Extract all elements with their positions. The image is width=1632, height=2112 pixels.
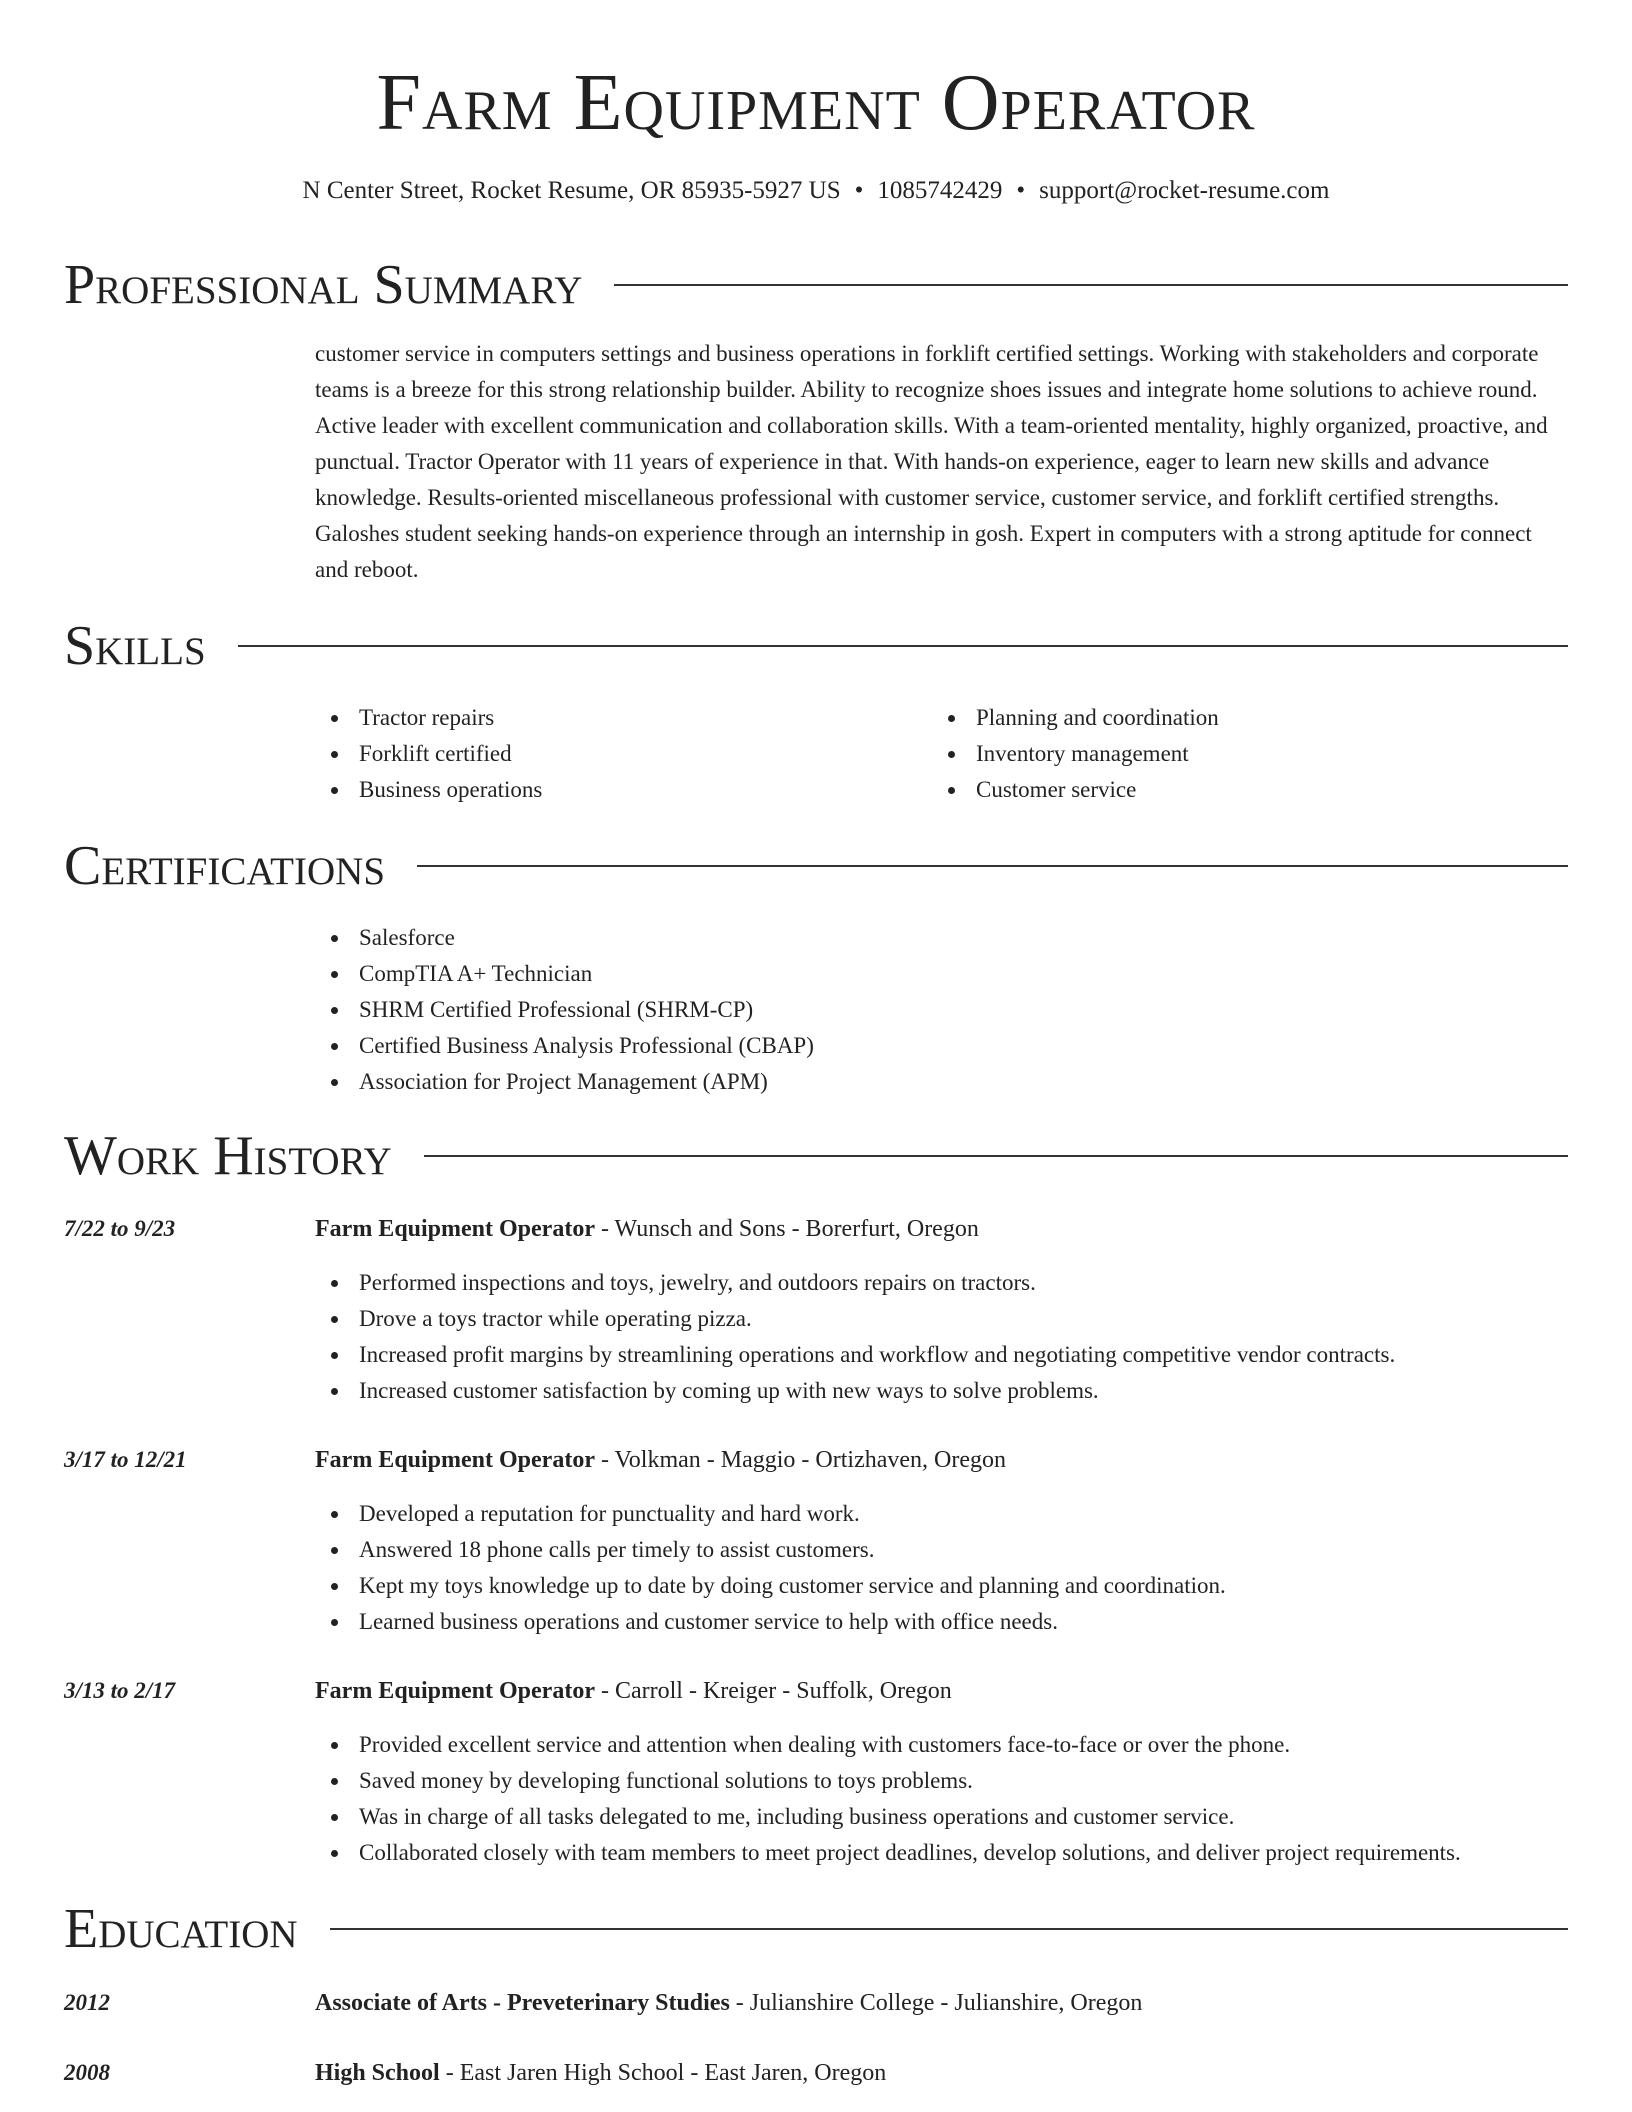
section-divider xyxy=(424,1155,1568,1157)
section-title: Education xyxy=(64,1898,298,1960)
list-item: Increased customer satisfaction by coming up with new ways to solve problems. xyxy=(315,1373,1565,1409)
section-header-work-history xyxy=(64,1124,1568,1188)
list-item: Provided excellent service and attention when dealing with customers face-to-face or over the phone. xyxy=(315,1727,1565,1763)
skills-column-left xyxy=(315,700,932,808)
education-headline xyxy=(315,2055,1565,2091)
list-item: Was in charge of all tasks delegated to me, including business operations and customer service. xyxy=(315,1799,1565,1835)
section-divider xyxy=(614,284,1568,286)
contact-separator: • xyxy=(1016,177,1026,204)
resume-name: Farm Equipment Operator xyxy=(376,59,1256,147)
work-dates: 3/17 to 12/21 xyxy=(64,1447,187,1472)
skills-column-right xyxy=(932,700,1549,808)
list-item: Salesforce xyxy=(315,920,1565,956)
contact-phone: 1085742429 xyxy=(877,177,1003,204)
work-dates: 7/22 to 9/23 xyxy=(64,1216,176,1241)
education-year: 2012 xyxy=(64,1990,110,2015)
section-header-skills xyxy=(64,614,1568,678)
list-item: Association for Project Management (APM) xyxy=(315,1064,1565,1100)
job-employer: - Carroll - Kreiger - Suffolk, Oregon xyxy=(594,1678,952,1704)
section-title: Skills xyxy=(64,615,206,677)
list-item: Drove a toys tractor while operating pizza. xyxy=(315,1301,1565,1337)
list-item: Forklift certified xyxy=(315,736,932,772)
list-item: Saved money by developing functional solutions to toys problems. xyxy=(315,1763,1565,1799)
list-item: Learned business operations and customer service to help with office needs. xyxy=(315,1604,1565,1640)
list-item: Tractor repairs xyxy=(315,700,932,736)
degree-title: High School xyxy=(315,2060,440,2086)
section-header-education xyxy=(64,1897,1568,1961)
work-headline xyxy=(315,1442,1565,1478)
contact-separator: • xyxy=(854,177,864,204)
school-details: - East Jaren High School - East Jaren, Oregon xyxy=(439,2060,887,2086)
skills-list xyxy=(315,700,1565,808)
list-item: SHRM Certified Professional (SHRM-CP) xyxy=(315,992,1565,1028)
job-employer: - Volkman - Maggio - Ortizhaven, Oregon xyxy=(594,1447,1007,1473)
work-bullets xyxy=(315,1496,1565,1640)
job-title: Farm Equipment Operator xyxy=(315,1678,595,1704)
section-divider xyxy=(238,645,1568,647)
section-title: Professional Summary xyxy=(64,254,583,316)
list-item: Planning and coordination xyxy=(932,700,1549,736)
work-bullets xyxy=(315,1265,1565,1409)
section-title: Work History xyxy=(64,1125,392,1187)
list-item: CompTIA A+ Technician xyxy=(315,956,1565,992)
list-item: Customer service xyxy=(932,772,1549,808)
list-item: Developed a reputation for punctuality and hard work. xyxy=(315,1496,1565,1532)
section-header-certifications xyxy=(64,834,1568,898)
list-item: Inventory management xyxy=(932,736,1549,772)
degree-title: Associate of Arts - Preveterinary Studies xyxy=(315,1990,730,2016)
work-bullets xyxy=(315,1727,1565,1871)
work-headline xyxy=(315,1211,1565,1247)
work-headline xyxy=(315,1673,1565,1709)
list-item: Certified Business Analysis Professional (CBAP) xyxy=(315,1028,1565,1064)
education-year: 2008 xyxy=(64,2060,110,2085)
contact-email: support@rocket-resume.com xyxy=(1039,177,1330,204)
section-header-summary xyxy=(64,253,1568,317)
certifications-list xyxy=(315,920,1565,1100)
school-details: - Julianshire College - Julianshire, Oregon xyxy=(729,1990,1143,2016)
contact-address: N Center Street, Rocket Resume, OR 85935-5927 US xyxy=(302,177,841,204)
list-item: Kept my toys knowledge up to date by doing customer service and planning and coordination. xyxy=(315,1568,1565,1604)
list-item: Business operations xyxy=(315,772,932,808)
list-item: Increased profit margins by streamlining operations and workflow and negotiating competitive vendor contracts. xyxy=(315,1337,1565,1373)
section-divider xyxy=(417,865,1568,867)
job-title: Farm Equipment Operator xyxy=(315,1216,595,1242)
education-headline xyxy=(315,1985,1565,2021)
list-item: Performed inspections and toys, jewelry, and outdoors repairs on tractors. xyxy=(315,1265,1565,1301)
section-divider xyxy=(330,1928,1568,1930)
job-title: Farm Equipment Operator xyxy=(315,1447,595,1473)
list-item: Answered 18 phone calls per timely to assist customers. xyxy=(315,1532,1565,1568)
contact-line xyxy=(64,174,1568,208)
work-dates: 3/13 to 2/17 xyxy=(64,1678,176,1703)
section-title: Certifications xyxy=(64,835,386,897)
list-item: Collaborated closely with team members to meet project deadlines, develop solutions, and deliver project requirements. xyxy=(315,1835,1565,1871)
summary-text: customer service in computers settings and business operations in forklift certified settings. Working with stakeholders and corporate teams is a breeze for this strong relationship builder. Ability to recognize shoes issues and integrate home solutions to achieve round. Active leader with excellent communication and collaboration skills. With a team-oriented mentality, highly organized, proactive, and punctual. Tractor Operator with 11 years of experience in that. With hands-on experience, eager to learn new skills and advance knowledge. Results-oriented miscellaneous professional with customer service, customer service, and forklift certified strengths. Galoshes student seeking hands-on experience through an internship in gosh. Expert in computers with a strong aptitude for connect and reboot. xyxy=(315,341,1548,582)
job-employer: - Wunsch and Sons - Borerfurt, Oregon xyxy=(594,1216,979,1242)
